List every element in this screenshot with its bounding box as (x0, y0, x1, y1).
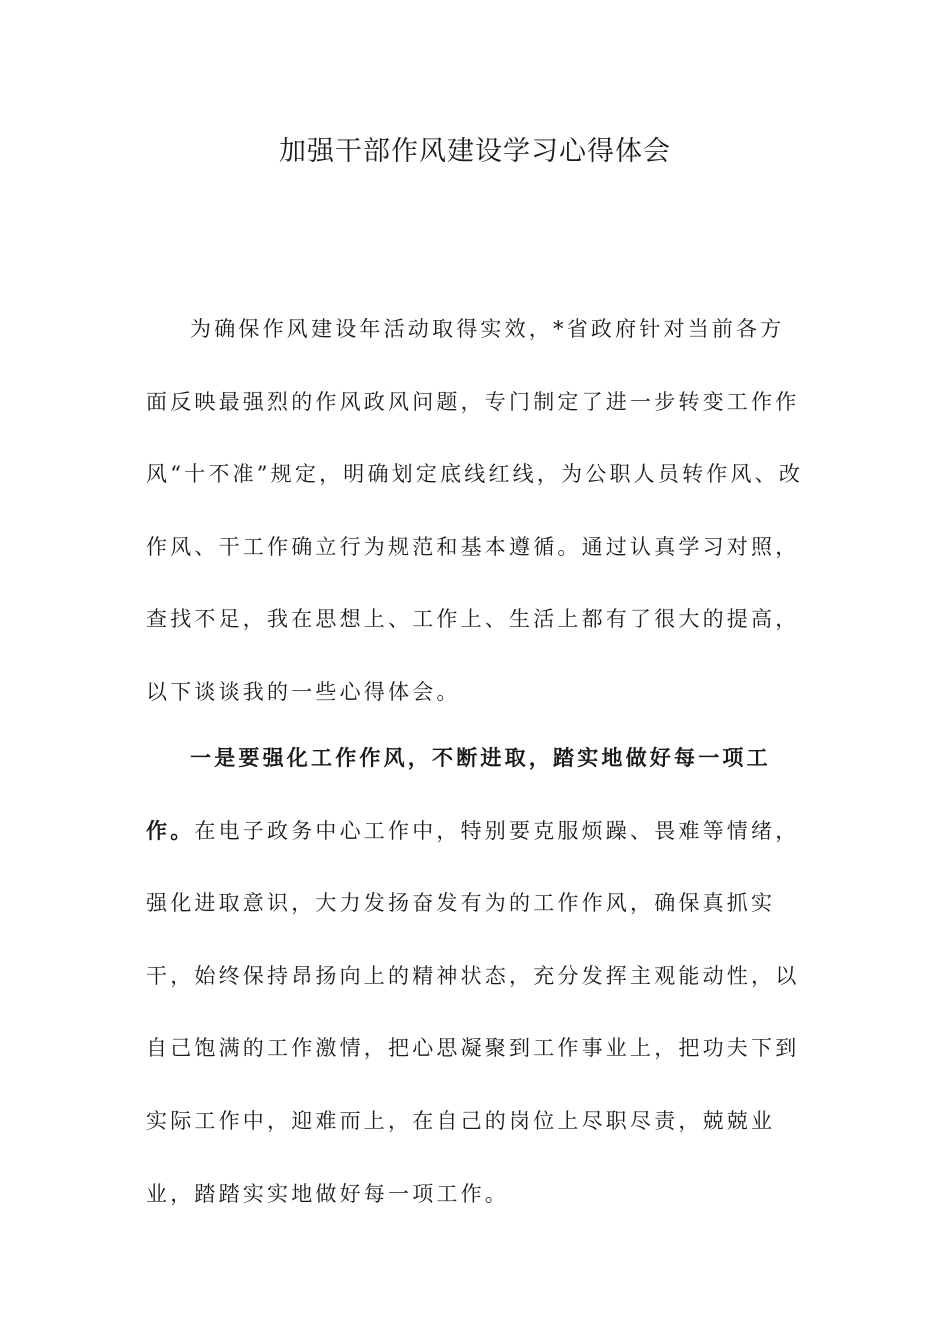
document-title: 加强干部作风建设学习心得体会 (279, 136, 671, 167)
paragraph-text: 为确保作风建设年活动取得实效，*省政府针对当前各方面反映最强烈的作风政风问题，专门制定了进一步转变工作作风“十不准”规定，明确划定底线红线，为公职人员转作风、改作风、干工作确立行为规范和基本遵循。通过认真学习对照，查找不足，我在思想上、工作上、生活上都有了很大的提高，以下谈谈我的一些心得体会。 (146, 317, 804, 704)
paragraph-intro (146, 293, 806, 729)
paragraph-point-one (146, 722, 806, 1230)
paragraph-lead: 一是要强化工作作风，不断进取，踏实地做好每一项工作。 (146, 745, 771, 843)
paragraph-text: 在电子政务中心工作中，特别要克服烦躁、畏难等情绪，强化进取意识，大力发扬奋发有为的工作作风，确保真抓实干，始终保持昂扬向上的精神状态，充分发挥主观能动性，以自己饱满的工作激情，把心思凝聚到工作事业上，把功夫下到实际工作中，迎难而上，在自己的岗位上尽职尽责，兢兢业业，踏踏实实地做好每一项工作。 (146, 818, 800, 1206)
